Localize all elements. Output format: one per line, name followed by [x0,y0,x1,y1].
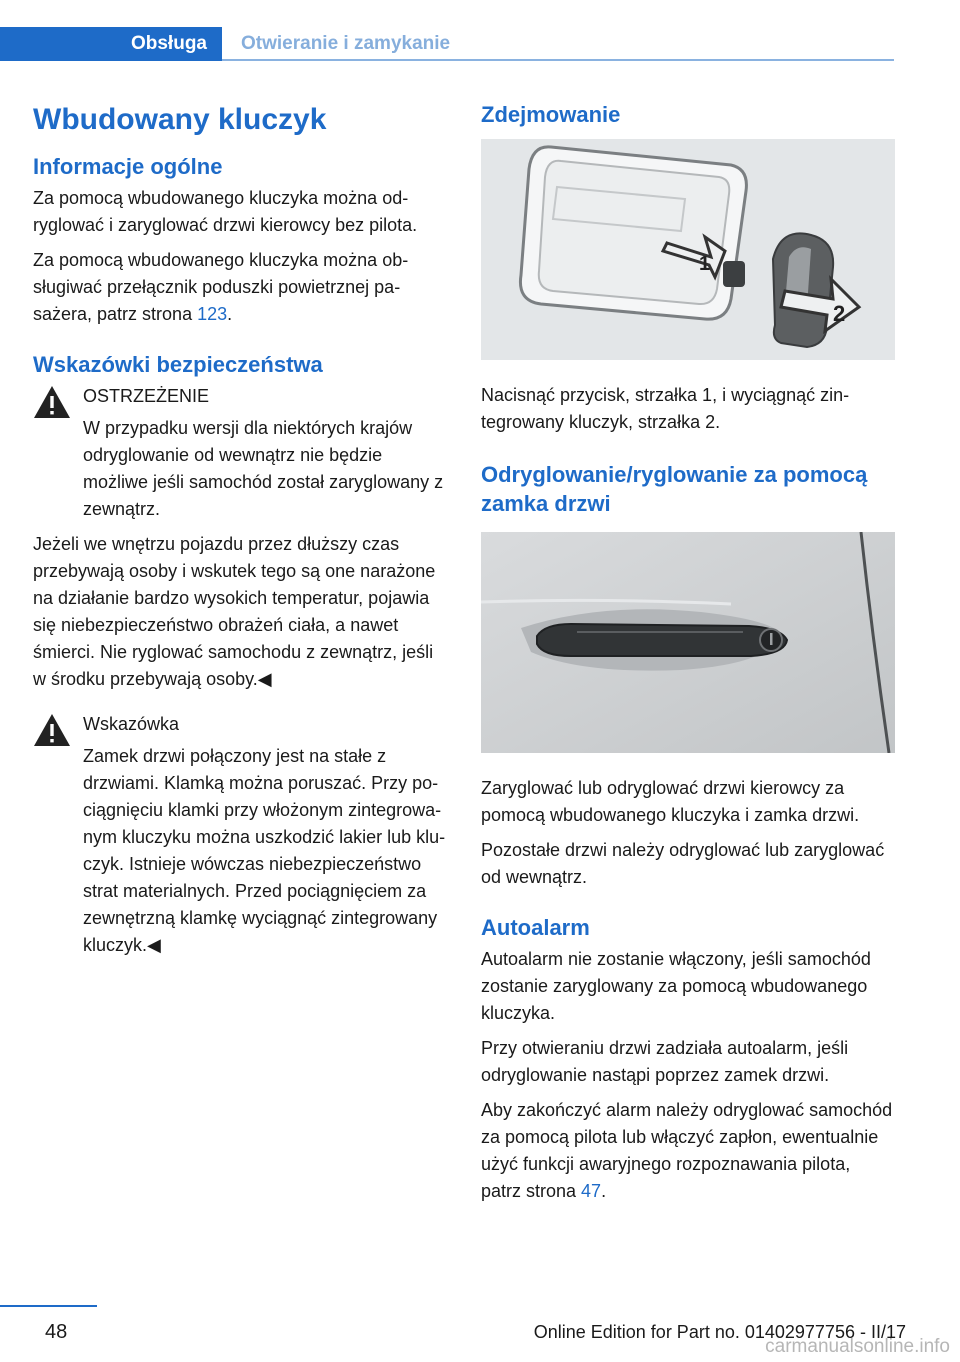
removal-figure-label-2: 2 [833,301,846,326]
alarm-paragraph-3-end: . [601,1181,607,1201]
safety-heading: Wskazówki bezpieczeństwa [33,352,323,377]
alarm-heading: Autoalarm [481,915,590,940]
page-link-47[interactable]: 47 [581,1181,602,1201]
removal-paragraph: Nacisnąć przycisk, strzałka 1, i wyciągnąć zintegrowany kluczyk, strzałka 2. [481,385,850,432]
edition-note: Online Edition for Part no. 01402977756 - II/17 [533,1322,906,1342]
alarm-paragraph-3-text: Aby zakończyć alarm należy odryglować samochód za pomocą pilota lub włączyć zapłon, ewentualnie użyć funkcji awaryjnego rozpoznawania pilota, patrz strona [481,1100,893,1201]
alarm-paragraph-2: Przy otwieraniu drzwi zadziała autoalarm, jeśli odryglowanie nastąpi poprzez zamek drzwi. [481,1038,849,1085]
warning-box-2 [33,711,447,959]
warning-triangle-icon [33,713,71,747]
header-rule [222,59,894,61]
right-column [481,96,895,1213]
footer-rule [0,1305,97,1307]
page-title: Wbudowany kluczyk [33,103,327,136]
alarm-paragraph-3 [481,1097,895,1205]
key-removal-illustration [481,139,895,360]
door-lock-figure [481,532,895,753]
general-paragraph-2-end: . [227,304,233,324]
general-paragraph-2-text: Za pomocą wbudowanego kluczyka można obsługiwać przełącznik poduszki powietrznej pasażera, patrz strona [33,250,409,324]
warning-box-1 [33,383,447,693]
general-heading: Informacje ogólne [33,154,223,179]
page-link-123[interactable]: 123 [197,304,228,324]
watermark: carmanualsonline.info [765,1336,950,1357]
removal-heading: Zdejmowanie [481,102,621,127]
warning-2-title: Wskazówka [83,714,180,734]
alarm-paragraph-1: Autoalarm nie zostanie włączony, jeśli samochód zostanie zaryglowany za pomocą wbudowanego kluczyka. [481,949,871,1023]
key-removal-figure [481,139,895,360]
page-number: 48 [45,1321,68,1343]
warning-1-title: OSTRZEŻENIE [83,386,210,406]
warning-2-paragraph-1: Zamek drzwi połączony jest na stałe z drzwiami. Klamką można poruszać. Przy pociągnięciu klamki przy włożonym zintegrowanym kluczyku można uszkodzić lakier lub kluczyk. Istnieje wówczas niebezpieczeństwo strat materialnych. Przed pociągnięciem za zewnętrzną klamkę wyciągnąć zintegrowany kluczyk.◀ [83,746,446,955]
warning-1-paragraph-1: W przypadku wersji dla niektórych krajów odryglowanie od wewnątrz nie będzie możliwe jeśli samochód został zaryglowany z zewnątrz. [83,418,444,519]
door-handle-illustration [481,532,895,753]
lock-paragraph-2: Pozostałe drzwi należy odryglować lub zaryglować od wewnątrz. [481,840,885,887]
header-tabbar [0,27,894,61]
lock-paragraph-1: Zaryglować lub odryglować drzwi kierowcy za pomocą wbudowanego kluczyka i zamka drzwi. [481,778,860,825]
tab-obsluga[interactable]: Obsługa [0,27,222,61]
lock-heading: Odryglowanie/ryglowanie za pomocą zamka drzwi [481,462,868,516]
left-column [33,96,447,967]
warning-1-paragraph-2: Jeżeli we wnętrzu pojazdu przez dłuższy czas przebywają osoby i wskutek tego są one narażone na działanie bardzo wysokich temperatur, pojawia się niebezpieczeństwo obrażeń ciała, a nawet śmierci. Nie ryglować samochodu z zewnątrz, jeśli w środku przebywają osoby.◀ [33,534,436,689]
general-paragraph-2 [33,247,447,328]
tab-otwieranie-i-zamykanie[interactable]: Otwieranie i zamykanie [241,33,451,54]
warning-triangle-icon [33,385,71,419]
removal-figure-label-1: 1 [699,253,711,275]
general-paragraph-1: Za pomocą wbudowanego kluczyka można odryglować i zaryglować drzwi kierowcy bez pilota. [33,188,418,235]
